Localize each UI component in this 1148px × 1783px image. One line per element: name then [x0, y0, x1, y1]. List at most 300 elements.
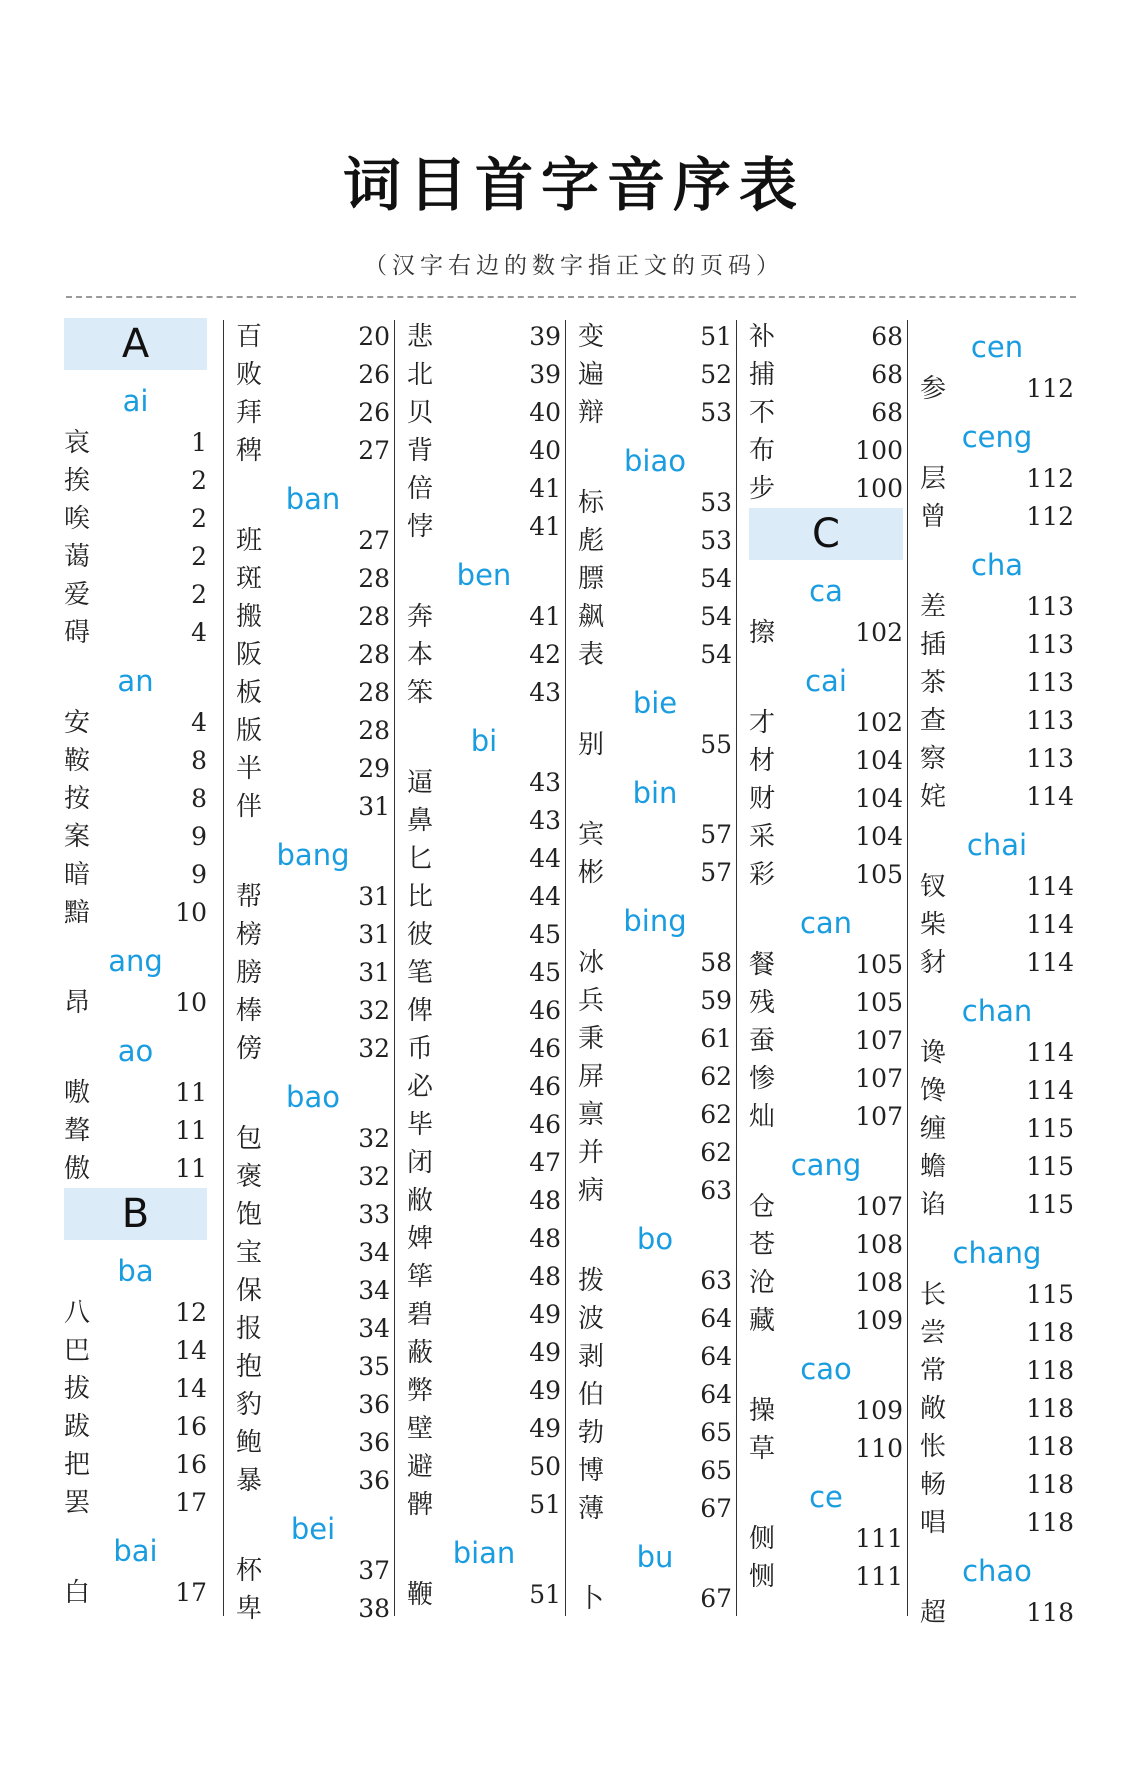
index-entry [749, 780, 903, 818]
index-entry [236, 1462, 390, 1500]
entry-page-number: 100 [855, 474, 903, 503]
index-entry [407, 1448, 561, 1486]
index-entry [64, 424, 207, 462]
index-entry [407, 992, 561, 1030]
index-entry [749, 614, 903, 652]
index-entry [236, 674, 390, 712]
index-entry [920, 460, 1074, 498]
entry-character: 秉 [578, 1024, 605, 1054]
entry-page-number: 108 [855, 1268, 903, 1297]
entry-character: 蚕 [749, 1026, 776, 1056]
index-column-3 [407, 318, 561, 1614]
index-entry [920, 868, 1074, 906]
entry-page-number: 48 [529, 1186, 561, 1215]
index-entry [920, 1594, 1074, 1632]
index-entry [236, 878, 390, 916]
entry-page-number: 9 [191, 860, 207, 889]
entry-character: 茶 [920, 668, 947, 698]
entry-character: 罢 [64, 1488, 91, 1518]
index-entry [749, 470, 903, 508]
entry-page-number: 107 [855, 1026, 903, 1055]
index-entry [920, 906, 1074, 944]
pinyin-heading: bei [290, 1512, 336, 1546]
index-entry [236, 1424, 390, 1462]
pinyin-heading: ai [122, 384, 149, 418]
entry-character: 膀 [236, 958, 263, 988]
entry-page-number: 113 [1026, 630, 1074, 659]
entry-page-number: 26 [358, 360, 390, 389]
entry-page-number: 54 [700, 602, 732, 631]
index-entry [64, 1446, 207, 1484]
entry-character: 逼 [407, 768, 434, 798]
entry-character: 八 [64, 1298, 91, 1328]
entry-character: 参 [920, 374, 947, 404]
entry-page-number: 104 [855, 822, 903, 851]
index-entry [749, 742, 903, 780]
entry-page-number: 112 [1026, 502, 1074, 531]
entry-character: 辩 [578, 398, 605, 428]
index-entry [407, 1144, 561, 1182]
entry-character: 布 [749, 436, 776, 466]
index-entry [236, 1386, 390, 1424]
index-entry [578, 484, 732, 522]
index-entry [578, 982, 732, 1020]
entry-character: 卜 [578, 1584, 605, 1614]
pinyin-heading: bian [452, 1536, 516, 1570]
pinyin-heading: chan [961, 994, 1033, 1028]
entry-character: 安 [64, 708, 91, 738]
index-entry [236, 318, 390, 356]
entry-character: 拜 [236, 398, 263, 428]
entry-page-number: 68 [871, 322, 903, 351]
entry-character: 膘 [578, 564, 605, 594]
entry-character: 标 [578, 488, 605, 518]
entry-page-number: 114 [1026, 1038, 1074, 1067]
entry-character: 匕 [407, 844, 434, 874]
entry-page-number: 28 [358, 640, 390, 669]
entry-page-number: 17 [175, 1578, 207, 1607]
entry-character: 博 [578, 1456, 605, 1486]
index-entry [749, 318, 903, 356]
entry-character: 比 [407, 882, 434, 912]
entry-page-number: 46 [529, 996, 561, 1025]
entry-character: 剥 [578, 1342, 605, 1372]
entry-character: 苍 [749, 1230, 776, 1260]
entry-page-number: 118 [1026, 1508, 1074, 1537]
entry-character: 悖 [407, 512, 434, 542]
index-entry [407, 1334, 561, 1372]
entry-character: 步 [749, 474, 776, 504]
index-entry [407, 432, 561, 470]
entry-page-number: 32 [358, 1162, 390, 1191]
index-entry [920, 1072, 1074, 1110]
entry-page-number: 53 [700, 398, 732, 427]
index-entry [749, 1188, 903, 1226]
index-entry [749, 394, 903, 432]
index-entry [236, 916, 390, 954]
entry-character: 案 [64, 822, 91, 852]
index-entry [236, 712, 390, 750]
index-entry [64, 500, 207, 538]
entry-character: 超 [920, 1598, 947, 1628]
index-entry [64, 1112, 207, 1150]
index-entry [407, 1030, 561, 1068]
column-separator [565, 320, 566, 1616]
entry-page-number: 118 [1026, 1598, 1074, 1627]
entry-character: 爱 [64, 580, 91, 610]
index-entry [64, 818, 207, 856]
entry-page-number: 118 [1026, 1432, 1074, 1461]
index-entry [578, 944, 732, 982]
pinyin-heading: bu [636, 1540, 674, 1574]
entry-page-number: 115 [1026, 1190, 1074, 1219]
entry-character: 板 [236, 678, 263, 708]
entry-character: 笨 [407, 678, 434, 708]
entry-character: 按 [64, 784, 91, 814]
entry-character: 采 [749, 822, 776, 852]
entry-character: 变 [578, 322, 605, 352]
entry-page-number: 45 [529, 958, 561, 987]
entry-character: 白 [64, 1578, 91, 1608]
pinyin-heading: cai [805, 664, 847, 698]
entry-page-number: 27 [358, 526, 390, 555]
index-entry [64, 894, 207, 932]
entry-character: 柴 [920, 910, 947, 940]
pinyin-heading: bing [623, 904, 687, 938]
entry-page-number: 2 [191, 542, 207, 571]
page-title: 词目首字音序表 [342, 151, 805, 219]
entry-character: 常 [920, 1356, 947, 1386]
entry-character: 层 [920, 464, 947, 494]
index-entry [578, 1096, 732, 1134]
entry-page-number: 16 [175, 1412, 207, 1441]
pinyin-heading: bao [286, 1080, 340, 1114]
index-entry [236, 1196, 390, 1234]
index-entry [64, 1294, 207, 1332]
index-entry [920, 778, 1074, 816]
entry-character: 卑 [236, 1594, 263, 1624]
entry-character: 材 [749, 746, 776, 776]
entry-page-number: 115 [1026, 1152, 1074, 1181]
index-entry [578, 598, 732, 636]
index-entry [64, 984, 207, 1022]
entry-character: 表 [578, 640, 605, 670]
entry-character: 嗷 [64, 1078, 91, 1108]
entry-character: 保 [236, 1276, 263, 1306]
entry-character: 棒 [236, 996, 263, 1026]
entry-character: 恻 [749, 1562, 776, 1592]
index-column-5 [749, 318, 903, 1596]
index-entry [236, 954, 390, 992]
entry-character: 鞍 [64, 746, 91, 776]
index-entry [578, 816, 732, 854]
entry-character: 敝 [407, 1186, 434, 1216]
entry-page-number: 20 [358, 322, 390, 351]
entry-page-number: 105 [855, 860, 903, 889]
entry-page-number: 118 [1026, 1394, 1074, 1423]
entry-character: 聱 [64, 1116, 91, 1146]
entry-page-number: 44 [529, 882, 561, 911]
index-entry [407, 1258, 561, 1296]
entry-page-number: 113 [1026, 706, 1074, 735]
entry-page-number: 35 [358, 1352, 390, 1381]
index-entry [920, 1314, 1074, 1352]
index-entry [920, 1110, 1074, 1148]
index-entry [64, 1574, 207, 1612]
entry-page-number: 113 [1026, 744, 1074, 773]
index-entry [749, 704, 903, 742]
entry-character: 帮 [236, 882, 263, 912]
pinyin-heading: an [117, 664, 154, 698]
index-entry [920, 1352, 1074, 1390]
entry-page-number: 62 [700, 1100, 732, 1129]
entry-page-number: 31 [358, 958, 390, 987]
entry-character: 财 [749, 784, 776, 814]
entry-page-number: 111 [855, 1524, 903, 1553]
index-entry [749, 984, 903, 1022]
entry-page-number: 67 [700, 1584, 732, 1613]
entry-character: 榜 [236, 920, 263, 950]
index-entry [578, 394, 732, 432]
index-entry [749, 1022, 903, 1060]
entry-character: 兵 [578, 986, 605, 1016]
index-entry [578, 356, 732, 394]
entry-page-number: 63 [700, 1176, 732, 1205]
entry-page-number: 45 [529, 920, 561, 949]
entry-character: 婢 [407, 1224, 434, 1254]
entry-character: 缠 [920, 1114, 947, 1144]
entry-page-number: 41 [529, 474, 561, 503]
entry-character: 版 [236, 716, 263, 746]
index-entry [920, 1034, 1074, 1072]
entry-character: 饱 [236, 1200, 263, 1230]
entry-page-number: 118 [1026, 1318, 1074, 1347]
entry-character: 伴 [236, 792, 263, 822]
index-entry [64, 1332, 207, 1370]
entry-page-number: 107 [855, 1064, 903, 1093]
index-entry [236, 1590, 390, 1628]
entry-character: 飙 [578, 602, 605, 632]
index-entry [407, 1106, 561, 1144]
index-entry [236, 598, 390, 636]
entry-character: 并 [578, 1138, 605, 1168]
index-column-1 [64, 318, 207, 1612]
pinyin-heading: bie [632, 686, 678, 720]
entry-page-number: 114 [1026, 1076, 1074, 1105]
index-entry [749, 1098, 903, 1136]
entry-character: 暗 [64, 860, 91, 890]
index-entry [407, 1296, 561, 1334]
entry-character: 包 [236, 1124, 263, 1154]
index-column-2 [236, 318, 390, 1628]
pinyin-heading: ceng [961, 420, 1033, 454]
index-entry [920, 588, 1074, 626]
entry-page-number: 49 [529, 1414, 561, 1443]
entry-page-number: 28 [358, 716, 390, 745]
entry-character: 波 [578, 1304, 605, 1334]
index-entry [749, 1264, 903, 1302]
index-entry [749, 818, 903, 856]
index-entry [407, 1486, 561, 1524]
entry-page-number: 36 [358, 1428, 390, 1457]
entry-character: 草 [749, 1434, 776, 1464]
entry-character: 闭 [407, 1148, 434, 1178]
entry-page-number: 31 [358, 882, 390, 911]
entry-page-number: 33 [358, 1200, 390, 1229]
index-entry [407, 508, 561, 546]
index-entry [407, 394, 561, 432]
entry-page-number: 26 [358, 398, 390, 427]
entry-page-number: 38 [358, 1594, 390, 1623]
entry-character: 哀 [64, 428, 91, 458]
pinyin-heading: bin [632, 776, 678, 810]
entry-character: 残 [749, 988, 776, 1018]
entry-character: 谗 [920, 1038, 947, 1068]
entry-character: 蔽 [407, 1338, 434, 1368]
index-entry [64, 742, 207, 780]
index-entry [578, 1058, 732, 1096]
entry-page-number: 31 [358, 920, 390, 949]
entry-page-number: 64 [700, 1380, 732, 1409]
entry-character: 昂 [64, 988, 91, 1018]
entry-page-number: 46 [529, 1072, 561, 1101]
index-entry [64, 538, 207, 576]
entry-character: 补 [749, 322, 776, 352]
entry-character: 长 [920, 1280, 947, 1310]
index-entry [236, 992, 390, 1030]
index-entry [920, 1148, 1074, 1186]
entry-character: 阪 [236, 640, 263, 670]
entry-page-number: 105 [855, 988, 903, 1017]
entry-page-number: 111 [855, 1562, 903, 1591]
entry-page-number: 8 [191, 746, 207, 775]
index-entry [64, 614, 207, 652]
entry-page-number: 102 [855, 708, 903, 737]
index-entry [749, 1060, 903, 1098]
entry-character: 插 [920, 630, 947, 660]
section-letter-heading: B [64, 1188, 207, 1240]
entry-page-number: 40 [529, 398, 561, 427]
entry-page-number: 108 [855, 1230, 903, 1259]
entry-page-number: 105 [855, 950, 903, 979]
entry-page-number: 9 [191, 822, 207, 851]
index-entry [749, 1520, 903, 1558]
index-entry [578, 1020, 732, 1058]
entry-character: 班 [236, 526, 263, 556]
entry-character: 宝 [236, 1238, 263, 1268]
pinyin-heading: ao [117, 1034, 154, 1068]
entry-character: 把 [64, 1450, 91, 1480]
entry-page-number: 58 [700, 948, 732, 977]
entry-page-number: 64 [700, 1304, 732, 1333]
index-entry [407, 1182, 561, 1220]
entry-character: 杯 [236, 1556, 263, 1586]
entry-character: 唉 [64, 504, 91, 534]
index-entry [578, 1414, 732, 1452]
entry-character: 侧 [749, 1524, 776, 1554]
index-entry [749, 356, 903, 394]
entry-page-number: 113 [1026, 668, 1074, 697]
index-entry [236, 1030, 390, 1068]
index-entry [236, 1120, 390, 1158]
index-entry [407, 470, 561, 508]
entry-character: 搬 [236, 602, 263, 632]
index-entry [920, 1186, 1074, 1224]
entry-character: 壁 [407, 1414, 434, 1444]
entry-character: 别 [578, 730, 605, 760]
index-entry [407, 878, 561, 916]
pinyin-heading: bi [470, 724, 498, 758]
entry-page-number: 11 [175, 1078, 207, 1107]
index-entry [749, 1302, 903, 1340]
entry-page-number: 10 [175, 988, 207, 1017]
entry-page-number: 51 [529, 1580, 561, 1609]
entry-page-number: 39 [529, 322, 561, 351]
index-entry [920, 498, 1074, 536]
pinyin-heading: ban [285, 482, 341, 516]
pinyin-heading: cang [790, 1148, 862, 1182]
entry-page-number: 32 [358, 1034, 390, 1063]
entry-page-number: 62 [700, 1138, 732, 1167]
pinyin-heading: ce [809, 1480, 843, 1514]
column-separator [907, 320, 908, 1616]
entry-character: 薄 [578, 1494, 605, 1524]
entry-page-number: 107 [855, 1192, 903, 1221]
index-entry [64, 780, 207, 818]
pinyin-heading: ca [809, 574, 843, 608]
pinyin-heading: biao [624, 444, 686, 478]
index-entry [920, 740, 1074, 778]
index-entry [920, 702, 1074, 740]
index-entry [64, 704, 207, 742]
pinyin-heading: ang [108, 944, 163, 978]
entry-page-number: 28 [358, 678, 390, 707]
entry-page-number: 65 [700, 1418, 732, 1447]
entry-page-number: 64 [700, 1342, 732, 1371]
index-entry [920, 1390, 1074, 1428]
index-entry [749, 1392, 903, 1430]
entry-character: 谄 [920, 1190, 947, 1220]
entry-page-number: 57 [700, 820, 732, 849]
index-entry [407, 636, 561, 674]
entry-character: 豺 [920, 948, 947, 978]
entry-page-number: 112 [1026, 464, 1074, 493]
entry-character: 傲 [64, 1154, 91, 1184]
index-entry [64, 856, 207, 894]
pinyin-heading: chang [952, 1236, 1042, 1270]
index-entry [64, 1484, 207, 1522]
entry-page-number: 57 [700, 858, 732, 887]
entry-character: 才 [749, 708, 776, 738]
entry-character: 髀 [407, 1490, 434, 1520]
entry-character: 病 [578, 1176, 605, 1206]
index-entry [749, 946, 903, 984]
entry-character: 擦 [749, 618, 776, 648]
entry-page-number: 2 [191, 580, 207, 609]
entry-character: 蟾 [920, 1152, 947, 1182]
entry-page-number: 17 [175, 1488, 207, 1517]
column-separator [736, 320, 737, 1616]
entry-page-number: 43 [529, 806, 561, 835]
index-entry [920, 944, 1074, 982]
index-entry [578, 318, 732, 356]
entry-page-number: 32 [358, 996, 390, 1025]
index-entry [236, 560, 390, 598]
index-entry [407, 764, 561, 802]
entry-character: 本 [407, 640, 434, 670]
index-entry [64, 576, 207, 614]
entry-page-number: 39 [529, 360, 561, 389]
